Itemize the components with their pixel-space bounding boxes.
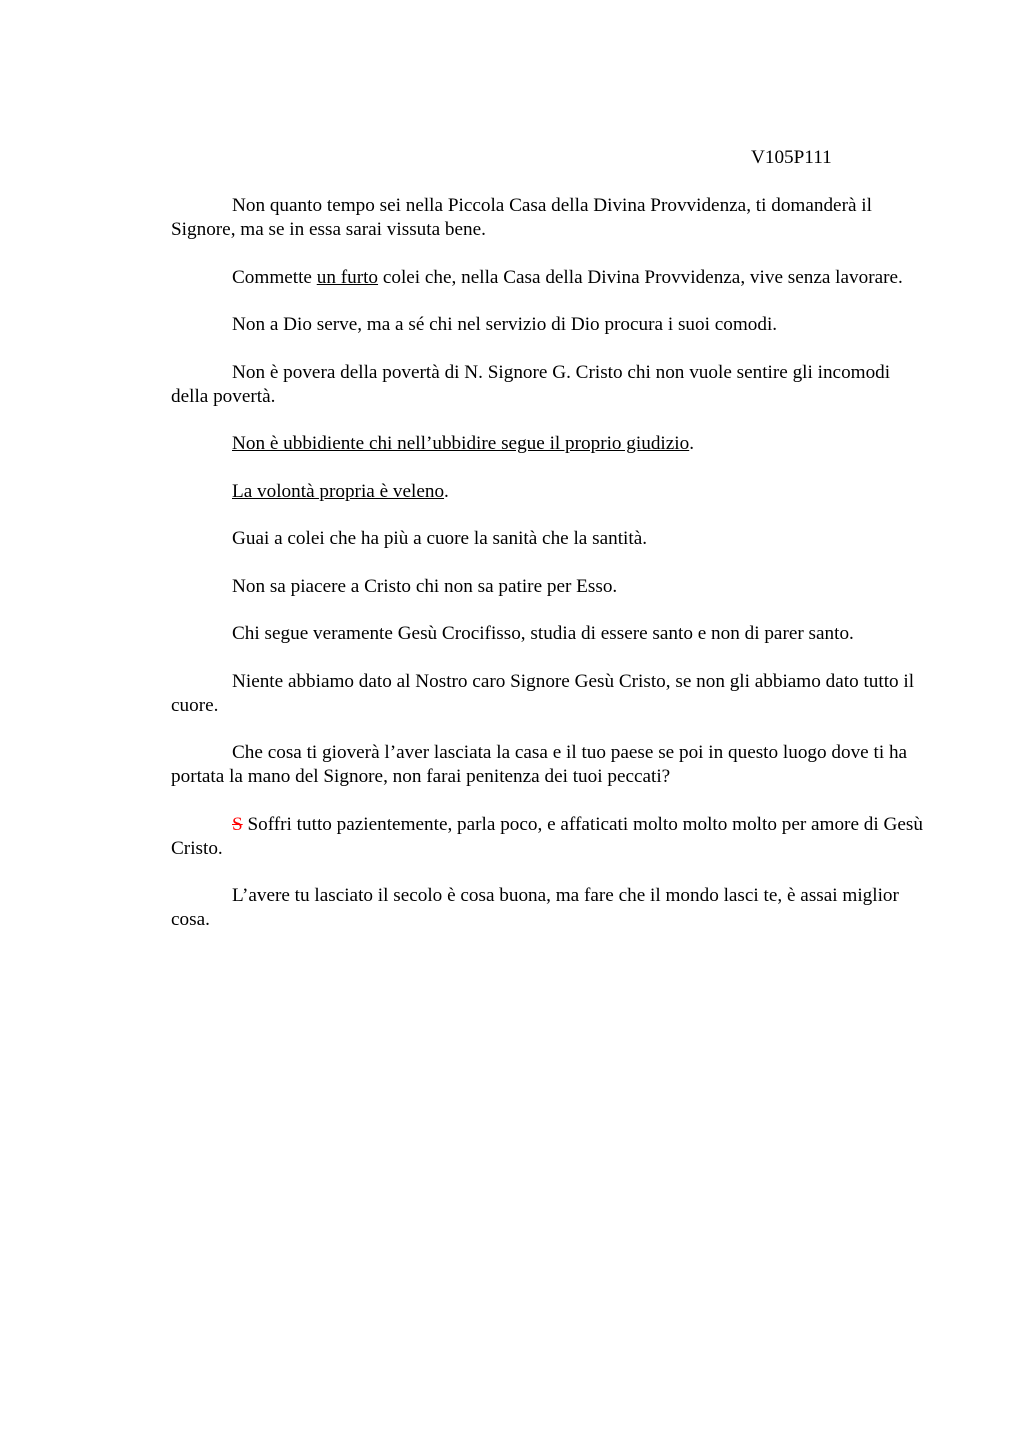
paragraph-3 [171,313,923,337]
document-body [171,194,923,956]
paragraph-12 [171,813,923,861]
paragraph-11 [171,741,923,789]
text-segment: . [444,480,449,502]
paragraph-4 [171,361,923,409]
document-id: V105P111 [751,147,832,168]
text-segment: Non a Dio serve, ma a sé chi nel servizio di Dio procura i suoi comodi. [232,314,778,335]
text-segment: Soffri tutto pazientemente, parla poco, e affaticati molto molto molto per amore di Gesù Cristo. [171,813,923,859]
paragraph-1 [171,194,923,242]
text-segment: . [689,433,694,454]
text-segment: Chi segue veramente Gesù Crocifisso, studia di essere santo e non di parer santo. [232,623,854,644]
text-segment: Che cosa ti gioverà l’aver lasciata la casa e il tuo paese se poi in questo luogo dove ti ha portata la mano del Signore, non farai penitenza dei tuoi peccati? [171,742,908,787]
text-segment: Guai a colei che ha più a cuore la sanità che la santità. [232,528,648,549]
paragraph-7 [171,527,923,551]
underlined-text: La volontà propria è veleno [232,480,445,502]
text-segment: L’avere tu lasciato il secolo è cosa buona, ma fare che il mondo lasci te, è assai miglior cosa. [171,885,899,930]
paragraph-8 [171,575,923,599]
text-segment: Non sa piacere a Cristo chi non sa patire per Esso. [232,575,618,597]
text-segment: colei che, nella Casa della Divina Provvidenza, vive senza lavorare. [378,266,903,288]
text-segment: Niente abbiamo dato al Nostro caro Signore Gesù Cristo, se non gli abbiamo dato tutto il cuore. [171,670,915,716]
text-segment: Non è povera della povertà di N. Signore G. Cristo chi non vuole sentire gli incomodi della povertà. [171,361,891,407]
paragraph-13 [171,884,923,932]
text-segment: Commette [232,266,317,288]
text-segment: Non quanto tempo sei nella Piccola Casa della Divina Provvidenza, ti domanderà il Signore, ma se in essa sarai vissuta bene. [171,195,872,240]
paragraph-5 [171,432,923,456]
paragraph-10 [171,670,923,718]
paragraph-6 [171,480,923,504]
paragraph-2 [171,266,923,290]
underlined-text: un furto [316,266,379,288]
underlined-text: Non è ubbidiente chi nell’ubbidire segue il proprio giudizio [232,433,690,454]
paragraph-9 [171,622,923,646]
deleted-letter-mark: S [232,813,243,835]
